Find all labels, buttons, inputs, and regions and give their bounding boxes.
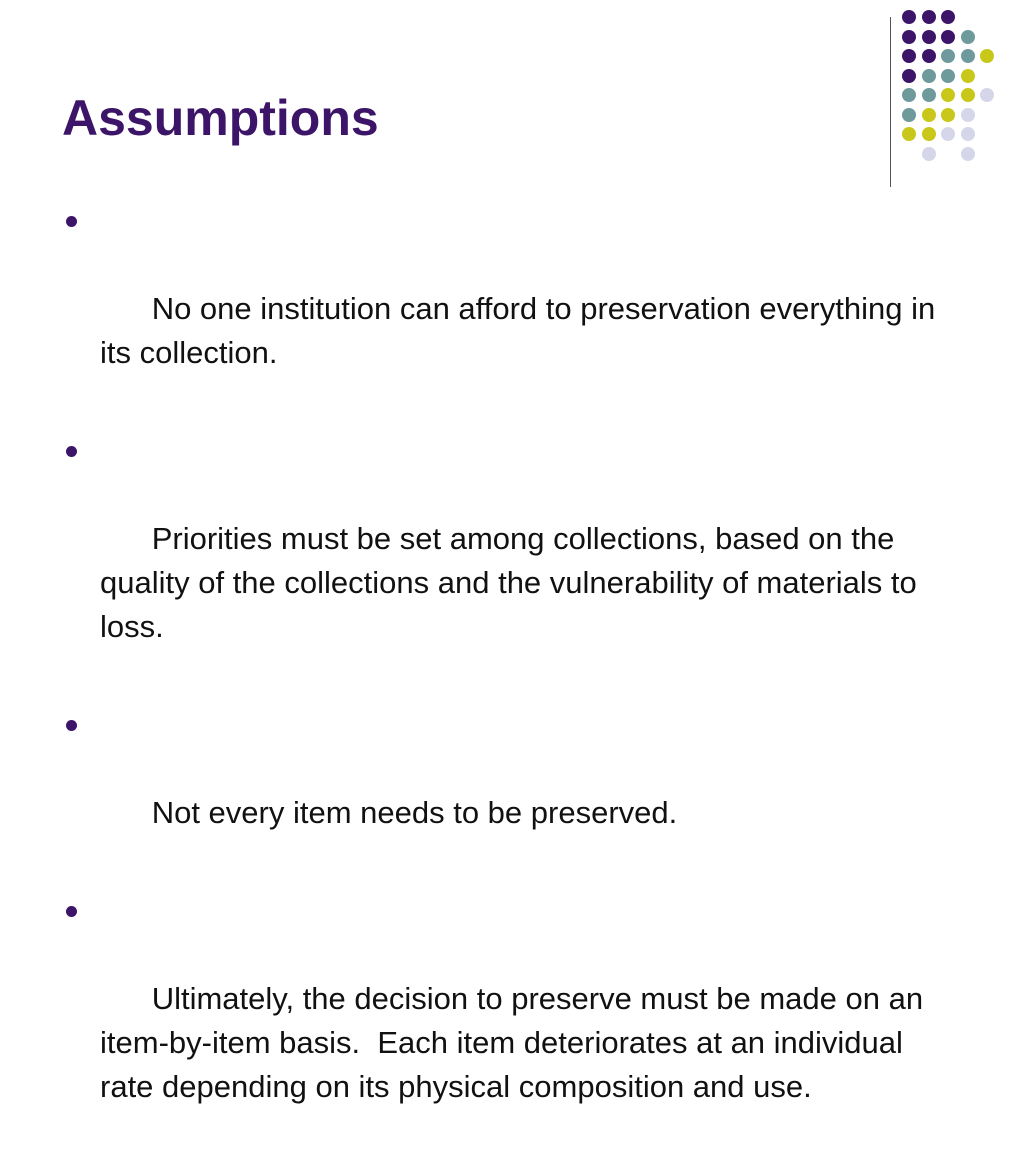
bullet-marker-icon: [66, 906, 77, 917]
decorative-dot: [922, 127, 936, 141]
decorative-dot: [941, 49, 955, 63]
decorative-dot: [961, 147, 975, 161]
decorative-dot: [922, 49, 936, 63]
decorative-dot: [980, 49, 994, 63]
decorative-dot: [922, 30, 936, 44]
decorative-dot: [922, 88, 936, 102]
decorative-dot: [961, 108, 975, 122]
bullet-marker-icon: [66, 446, 77, 457]
decorative-dot: [961, 127, 975, 141]
bullet-item: [62, 429, 962, 693]
bullet-marker-icon: [66, 720, 77, 731]
decorative-dot: [902, 88, 916, 102]
bullet-item: [62, 889, 962, 1153]
bullet-text: Not every item needs to be preserved.: [151, 795, 678, 830]
bullet-item: [62, 199, 962, 419]
decorative-dot: [941, 30, 955, 44]
decorative-dot: [922, 147, 936, 161]
bullet-text: Ultimately, the decision to preserve must be made on an item-by-item basis. Each item deteriorates at an individual rate depending on its physical composition and use.: [100, 981, 932, 1104]
decorative-dot: [941, 88, 955, 102]
decorative-dot: [961, 49, 975, 63]
decorative-dot: [941, 108, 955, 122]
decorative-dot: [961, 69, 975, 83]
decorative-dot: [902, 69, 916, 83]
decorative-dot: [922, 108, 936, 122]
decorative-dot: [902, 10, 916, 24]
slide-title: Assumptions: [62, 90, 379, 146]
decorative-dot: [941, 69, 955, 83]
title-divider: [890, 17, 891, 187]
bullet-text: Priorities must be set among collections, based on the quality of the collections and the vulnerability of materials to loss.: [100, 521, 926, 644]
decorative-dot: [922, 69, 936, 83]
bullet-item: [62, 703, 962, 879]
bullet-list: [62, 199, 962, 1163]
decorative-dot: [961, 30, 975, 44]
decorative-dot: [902, 30, 916, 44]
dot-grid-icon: [902, 10, 1014, 170]
decorative-dot: [922, 10, 936, 24]
decorative-dot: [902, 49, 916, 63]
decorative-dot: [941, 10, 955, 24]
decorative-dot: [961, 88, 975, 102]
bullet-text: No one institution can afford to preservation everything in its collection.: [100, 291, 944, 370]
bullet-marker-icon: [66, 216, 77, 227]
decorative-dot: [941, 127, 955, 141]
decorative-dot: [902, 108, 916, 122]
decorative-dot: [902, 127, 916, 141]
decorative-dot: [980, 88, 994, 102]
